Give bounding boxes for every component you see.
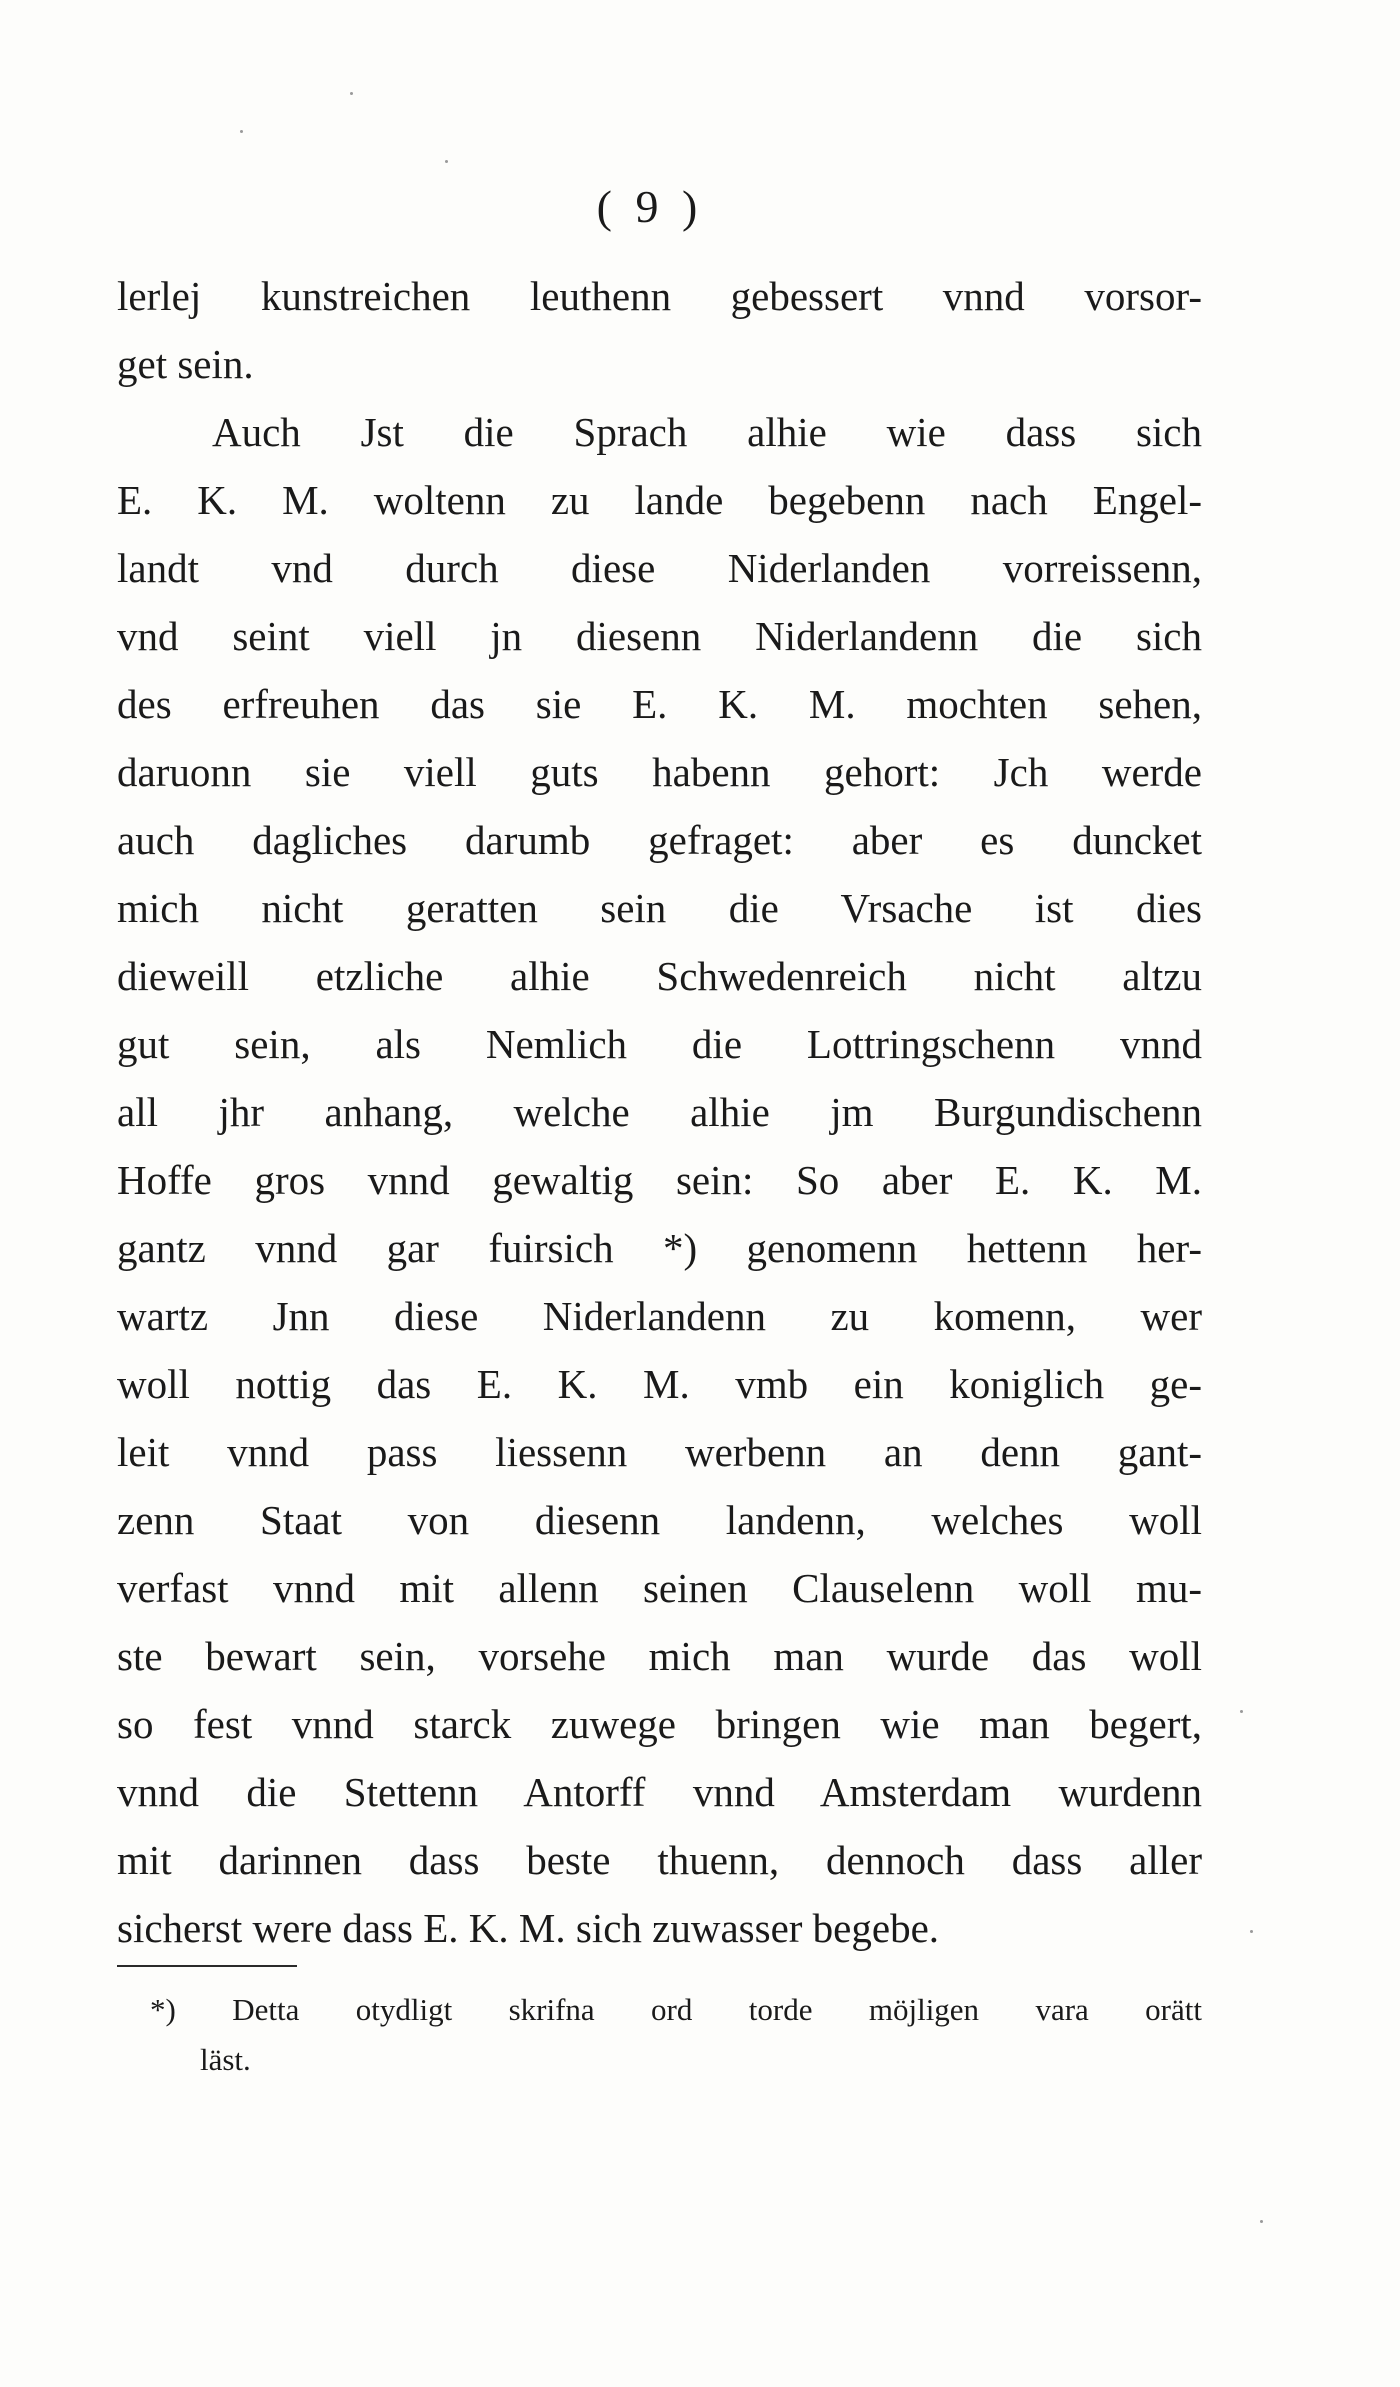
scan-speck (1240, 1710, 1243, 1713)
text-line: wartz Jnn diese Niderlandenn zu komenn, wer (117, 1293, 1202, 1339)
body-text (117, 262, 1202, 1962)
scan-speck (1250, 1930, 1253, 1933)
text-line: auch dagliches darumb gefraget: aber es duncket (117, 817, 1202, 863)
text-line: woll nottig das E. K. M. vmb ein koniglich ge- (117, 1361, 1202, 1407)
scan-speck (240, 130, 243, 133)
text-line: gantz vnnd gar fuirsich *) genomenn hettenn her- (117, 1225, 1202, 1271)
text-line: landt vnd durch diese Niderlanden vorreissenn, (117, 545, 1202, 591)
footnote-divider (117, 1965, 297, 1967)
footnote-line: *) Detta otydligt skrifna ord torde möjligen vara orätt (150, 1992, 1202, 2027)
text-line: all jhr anhang, welche alhie jm Burgundischenn (117, 1089, 1202, 1135)
text-line: mich nicht geratten sein die Vrsache ist dies (117, 885, 1202, 931)
text-line: lerlej kunstreichen leuthenn gebessert vnnd vorsor- (117, 273, 1202, 319)
text-line: so fest vnnd starck zuwege bringen wie man begert, (117, 1701, 1202, 1747)
text-line: leit vnnd pass liessenn werbenn an denn gant- (117, 1429, 1202, 1475)
text-line: ste bewart sein, vorsehe mich man wurde das woll (117, 1633, 1202, 1679)
text-line: verfast vnnd mit allenn seinen Clauselenn woll mu- (117, 1565, 1202, 1611)
footnote-line: läst. (200, 2042, 251, 2077)
scan-speck (1260, 2220, 1263, 2223)
text-line: Hoffe gros vnnd gewaltig sein: So aber E. K. M. (117, 1157, 1202, 1203)
text-line: Auch Jst die Sprach alhie wie dass sich (212, 409, 1202, 455)
text-line: E. K. M. woltenn zu lande begebenn nach Engel- (117, 477, 1202, 523)
text-line: daruonn sie viell guts habenn gehort: Jch werde (117, 749, 1202, 795)
footnote (150, 1985, 1202, 2085)
text-line: des erfreuhen das sie E. K. M. mochten sehen, (117, 681, 1202, 727)
text-line: sicherst were dass E. K. M. sich zuwasser begebe. (117, 1905, 940, 1951)
text-line: vnnd die Stettenn Antorff vnnd Amsterdam wurdenn (117, 1769, 1202, 1815)
text-line: vnd seint viell jn diesenn Niderlandenn die sich (117, 613, 1202, 659)
text-line: zenn Staat von diesenn landenn, welches woll (117, 1497, 1202, 1543)
text-line: dieweill etzliche alhie Schwedenreich nicht altzu (117, 953, 1202, 999)
page-number: ( 9 ) (596, 181, 704, 232)
text-line: gut sein, als Nemlich die Lottringschenn vnnd (117, 1021, 1202, 1067)
text-line: get sein. (117, 341, 254, 387)
text-line: mit darinnen dass beste thuenn, dennoch dass aller (117, 1837, 1202, 1883)
scan-speck (445, 160, 448, 163)
scan-speck (350, 92, 353, 95)
